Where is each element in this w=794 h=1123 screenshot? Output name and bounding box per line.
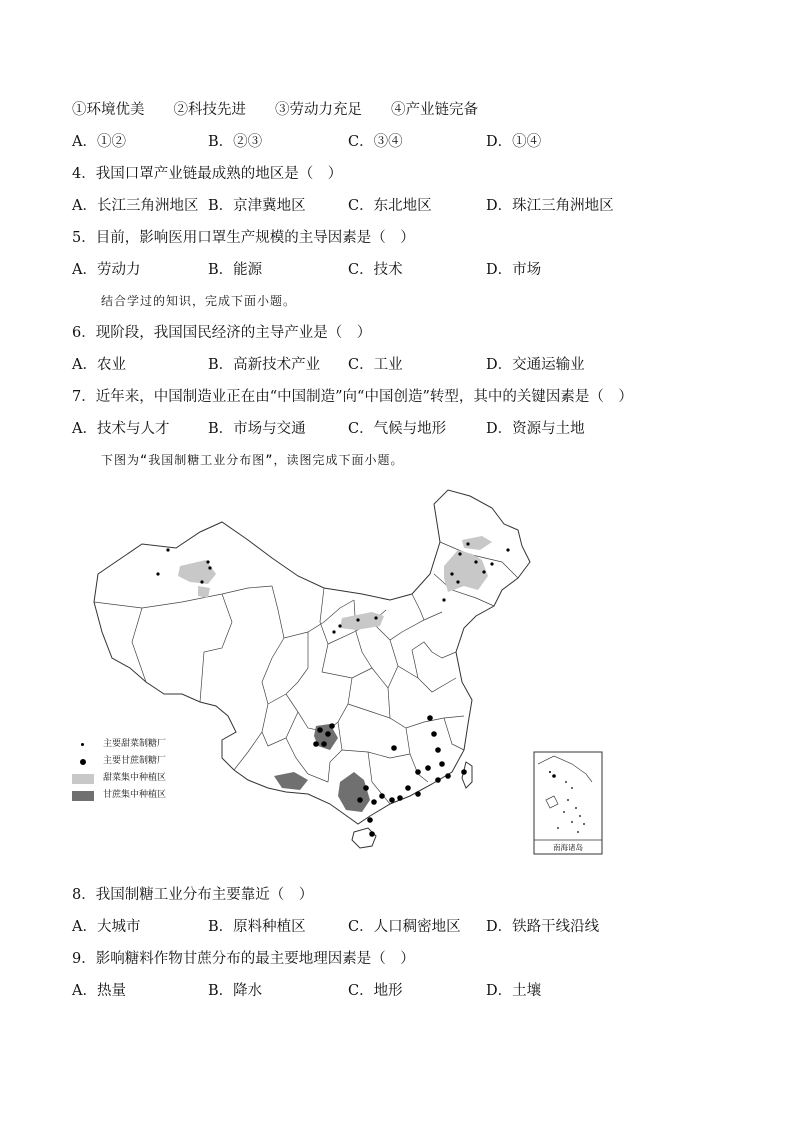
cane-area-swatch-icon — [72, 791, 94, 801]
cane-factory — [391, 745, 397, 751]
q9-option-c[interactable]: C．地形 — [348, 983, 403, 999]
q6-option-a[interactable]: A．农业 — [72, 357, 126, 373]
q4-option-c[interactable]: C．东北地区 — [348, 198, 432, 214]
cane-factory — [431, 731, 437, 737]
beet-factory — [338, 624, 341, 627]
beet-factory — [474, 560, 477, 563]
cane-factory — [321, 741, 327, 747]
beet-factory — [506, 548, 509, 551]
beet-factory — [482, 570, 485, 573]
south-china-sea-inset — [534, 752, 602, 854]
q6-option-d[interactable]: D．交通运输业 — [486, 357, 585, 373]
beet-factory — [156, 572, 159, 575]
cane-factory — [369, 831, 375, 837]
q5-stem: 5．目前，影响医用口罩生产规模的主导因素是（ ） — [72, 230, 415, 246]
section-intro-2: 下图为“我国制糖工业分布图”，读图完成下面小题。 — [101, 453, 404, 467]
cane-factory — [427, 715, 433, 721]
cane-factory — [367, 817, 373, 823]
q9-option-a[interactable]: A．热量 — [72, 983, 126, 999]
cane-factory — [461, 769, 467, 775]
cane-factory — [357, 797, 363, 803]
inset-label: 南海诸岛 — [553, 843, 583, 852]
beet-factory — [166, 548, 169, 551]
q5-option-c[interactable]: C．技术 — [348, 262, 403, 278]
q3-option-d[interactable]: D．①④ — [486, 134, 542, 150]
beet-factory — [450, 572, 453, 575]
q4-option-b[interactable]: B．京津冀地区 — [208, 198, 306, 214]
section-intro-1: 结合学过的知识，完成下面小题。 — [101, 294, 297, 308]
cane-factory — [379, 793, 385, 799]
beet-area-swatch-icon — [72, 774, 94, 784]
q8-option-b[interactable]: B．原料种植区 — [208, 919, 306, 935]
taiwan-island — [462, 762, 472, 788]
beet-factory — [206, 560, 209, 563]
cane-factory-symbol-icon — [72, 757, 94, 767]
beet-factory — [458, 552, 461, 555]
q7-option-d[interactable]: D．资源与土地 — [486, 421, 585, 437]
q4-option-a[interactable]: A．长江三角洲地区 — [72, 198, 199, 214]
cane-factory — [397, 795, 403, 801]
q3-statements: ①环境优美 ②科技先进 ③劳动力充足 ④产业链完备 — [72, 102, 478, 118]
cane-factory — [329, 723, 335, 729]
cane-factory — [405, 785, 411, 791]
cane-factory — [415, 791, 421, 797]
q9-stem: 9．影响糖料作物甘蔗分布的最主要地理因素是（ ） — [72, 951, 415, 967]
cane-factory — [435, 777, 441, 783]
q6-option-c[interactable]: C．工业 — [348, 357, 403, 373]
cane-factory — [435, 747, 441, 753]
q9-option-d[interactable]: D．土壤 — [486, 983, 542, 999]
q7-option-b[interactable]: B．市场与交通 — [208, 421, 306, 437]
q4-stem: 4．我国口罩产业链最成熟的地区是（ ） — [72, 166, 343, 182]
legend-label: 主要甘蔗制糖厂 — [103, 756, 167, 766]
cane-factory — [425, 765, 431, 771]
q5-option-a[interactable]: A．劳动力 — [72, 262, 141, 278]
sugar-industry-map — [72, 482, 612, 867]
q8-option-a[interactable]: A．大城市 — [72, 919, 141, 935]
cane-factory — [439, 761, 445, 767]
cane-factory — [313, 741, 319, 747]
beet-factory — [442, 598, 445, 601]
q7-option-a[interactable]: A．技术与人才 — [72, 421, 170, 437]
q6-option-b[interactable]: B．高新技术产业 — [208, 357, 321, 373]
q5-option-d[interactable]: D．市场 — [486, 262, 542, 278]
q8-option-c[interactable]: C．人口稠密地区 — [348, 919, 461, 935]
beet-factory — [332, 630, 335, 633]
cane-factory — [389, 797, 395, 803]
cane-factory — [325, 731, 331, 737]
q3-option-c[interactable]: C．③④ — [348, 134, 403, 150]
hainan-island — [352, 828, 376, 848]
beet-factory — [374, 616, 377, 619]
q4-option-d[interactable]: D．珠江三角洲地区 — [486, 198, 614, 214]
beet-area-xinjiang-small — [198, 586, 210, 598]
beet-factory — [466, 542, 469, 545]
beet-factory — [456, 580, 459, 583]
cane-factory — [371, 799, 377, 805]
legend-label: 甘蔗集中种植区 — [103, 790, 167, 800]
q5-option-b[interactable]: B．能源 — [208, 262, 263, 278]
cane-factory — [445, 773, 451, 779]
q7-stem: 7．近年来，中国制造业正在由“中国制造”向“中国创造”转型，其中的关键因素是（ ） — [72, 389, 633, 405]
q6-stem: 6．现阶段，我国国民经济的主导产业是（ ） — [72, 325, 372, 341]
beet-factory — [208, 566, 211, 569]
q7-option-c[interactable]: C．气候与地形 — [348, 421, 447, 437]
q8-stem: 8．我国制糖工业分布主要靠近（ ） — [72, 887, 314, 903]
beet-factory-symbol-icon — [72, 740, 94, 750]
beet-factory — [490, 562, 493, 565]
q8-option-d[interactable]: D．铁路干线沿线 — [486, 919, 600, 935]
q3-option-a[interactable]: A．①② — [72, 134, 126, 150]
beet-factory — [356, 618, 359, 621]
legend-label: 甜菜集中种植区 — [103, 773, 167, 783]
cane-factory — [415, 769, 421, 775]
cane-factory — [363, 785, 369, 791]
cane-factory — [317, 727, 323, 733]
q3-option-b[interactable]: B．②③ — [208, 134, 263, 150]
q9-option-b[interactable]: B．降水 — [208, 983, 263, 999]
legend-label: 主要甜菜制糖厂 — [103, 739, 167, 749]
beet-factory — [200, 580, 203, 583]
